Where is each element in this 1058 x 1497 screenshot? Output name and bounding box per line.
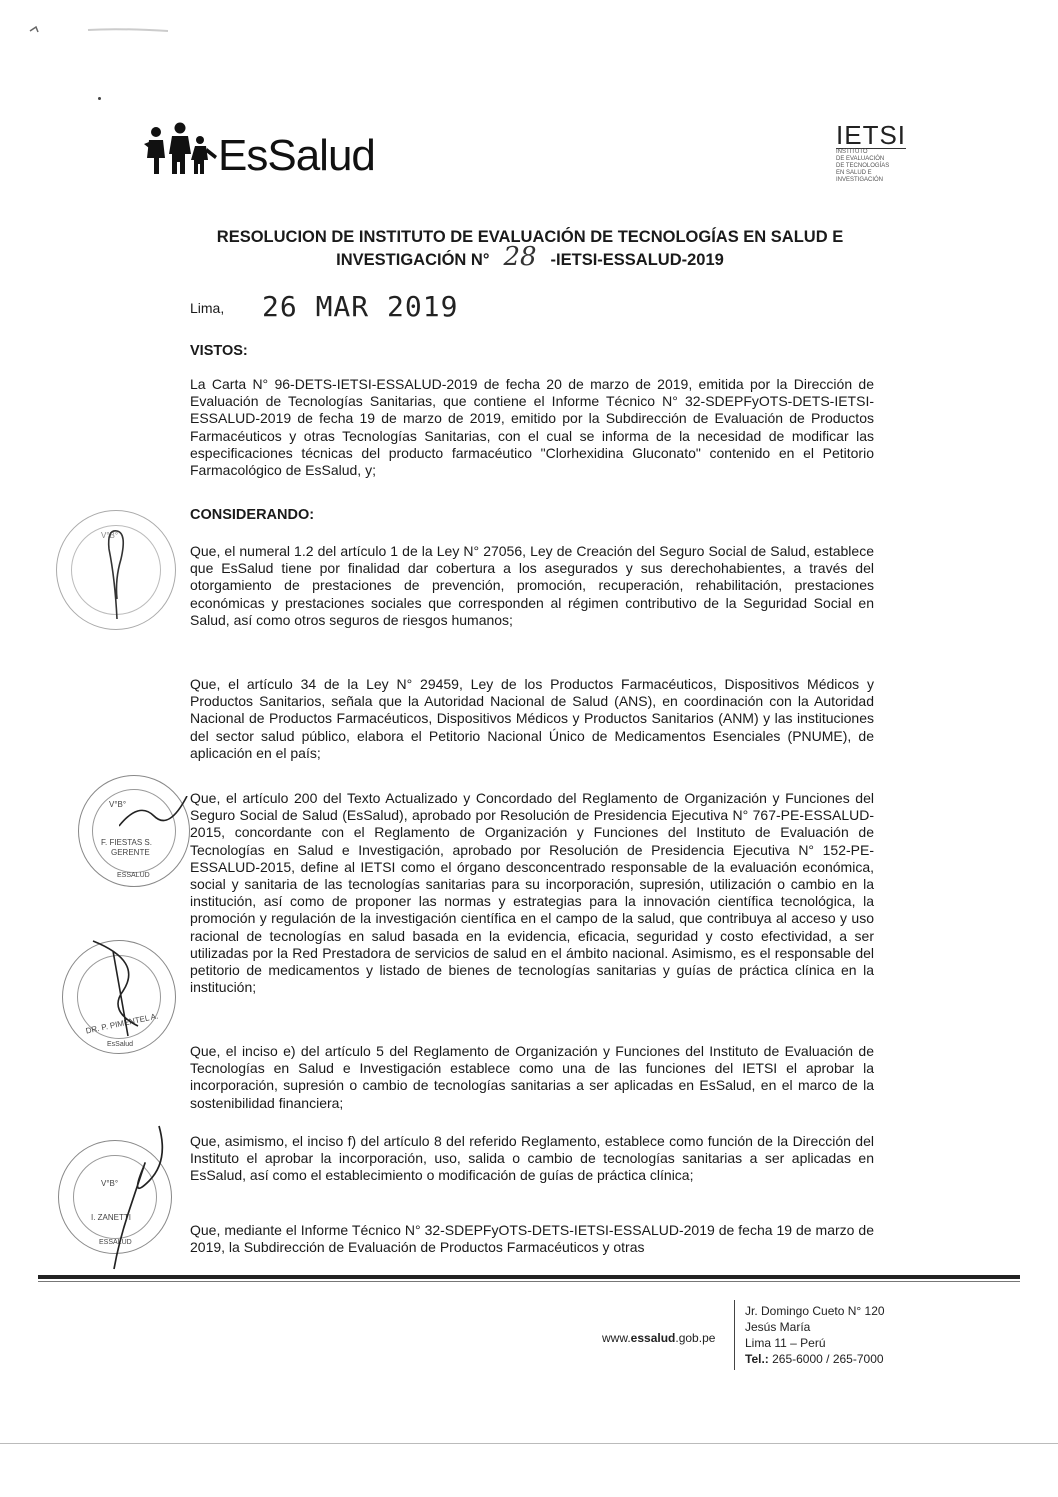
paragraph: Que, asimismo, el inciso f) del artículo 8 del referido Reglamento, establece como función de la Dirección del Instituto el aprobar la incorporación, uso, salida o cambio de tecnologías sanitarias a ser aplicadas en EsSalud, así como el establecimiento o modificación de guías de práctica clínica;: [190, 1133, 874, 1184]
approval-stamp-4: [58, 1140, 172, 1254]
ietsi-subtitle-line: DE EVALUACIÓN: [836, 156, 885, 162]
address-line: Jr. Domingo Cueto N° 120: [745, 1304, 885, 1318]
stamp-org: ESSALUD: [117, 872, 150, 879]
paragraph: Que, el inciso e) del artículo 5 del Reglamento de Organización y Funciones del Instituto de Evaluación de Tecnologías en Salud e Investigación establece como una de las funciones del IETSI el aprobar la incorporación, supresión o cambio de tecnologías sanitarias a ser aplicadas en EsSalud, en el marco de la sostenibilidad financiera;: [190, 1043, 874, 1111]
phone-line: [745, 1351, 885, 1367]
paragraph: Que, mediante el Informe Técnico N° 32-SDEPFyOTS-DETS-IETSI-ESSALUD-2019 de fecha 19 de marzo de 2019, la Subdirección de Evaluación de Productos Farmacéuticos y otras: [190, 1222, 874, 1256]
stamp-vobo: V°B°: [109, 800, 127, 809]
phone-value: 265-6000 / 265-7000: [768, 1352, 884, 1366]
footer-rule-thin: [38, 1281, 1020, 1282]
stamp-name: DR. P. PIMENTEL A.: [84, 1011, 159, 1036]
place-label: Lima,: [190, 300, 225, 316]
address-block: [745, 1303, 885, 1367]
scan-dot: [98, 97, 101, 100]
title-suffix: -IETSI-ESSALUD-2019: [550, 251, 724, 269]
scan-edge: [0, 1443, 1058, 1444]
resolution-title: [150, 227, 910, 270]
address-line: Jesús María: [745, 1320, 811, 1334]
stamp-org: ESSALUD: [99, 1239, 132, 1246]
resolution-number: 28: [503, 242, 537, 272]
footer-rule: [38, 1275, 1020, 1279]
date-stamp: 26 MAR 2019: [262, 290, 459, 323]
ietsi-subtitle-line: INVESTIGACIÓN: [836, 177, 884, 183]
ietsi-title: IETSI: [836, 120, 907, 150]
stamp-org: EsSalud: [107, 1041, 134, 1048]
title-prefix: INVESTIGACIÓN N°: [336, 251, 490, 269]
web-domain: essalud: [630, 1331, 676, 1345]
stamp-role: GERENTE: [111, 848, 150, 857]
considerando-heading: CONSIDERANDO:: [190, 507, 315, 523]
signature-scribble: [83, 931, 163, 1041]
ietsi-subtitle-line: DE TECNOLOGÍAS: [836, 163, 890, 169]
paragraph: Que, el artículo 200 del Texto Actualizado y Concordado del Reglamento de Organización y Funciones del Seguro Social de Salud (EsSalud), aprobado por Resolución de Presidencia Ejecutiva N° 767-PE-ESSALUD-2015, concordante con el Reglamento de Organización y Funciones del Instituto de Evaluación de Tecnologías en Salud e Investigación, aprobado por Resolución de Presidencia Ejecutiva N° 152-PE-ESSALUD-2015, define al IETSI como el órgano desconcentrado responsable de la evaluación económica, social y sanitaria de las tecnologías sanitarias para su incorporación, supresión, utilización o cambio en la institución, así como de proponer las normas y estrategias para la innovación científica tecnológica, la promoción y regulación de la investigación científica en el campo de la salud, que contribuya al acceso y uso racional de tecnologías en salud basada en la evidencia, eficacia, seguridad y costo efectividad, a ser utilizadas por la Red Prestadora de servicios de salud en el ámbito nacional. Asimismo, es el responsable del petitorio de medicamentos y listado de bienes de tecnologías sanitarias y guías de práctica clínica en la institución;: [190, 790, 874, 996]
signature-scribble: [119, 796, 189, 836]
stamp-name: I. ZANETTI: [91, 1213, 131, 1222]
logo-wordmark: EsSalud: [218, 131, 375, 180]
title-line-1: RESOLUCION DE INSTITUTO DE EVALUACIÓN DE TECNOLOGÍAS EN SALUD E: [216, 228, 844, 246]
signature-scribble: [87, 519, 147, 629]
stamp-vobo: V°B°: [101, 1179, 119, 1188]
phone-label: Tel.:: [745, 1352, 769, 1366]
paragraph: Que, el artículo 34 de la Ley N° 29459, Ley de los Productos Farmacéuticos, Dispositivos Médicos y Productos Sanitarios, señala que la Autoridad Nacional de Salud (ANS), en coordinación con la Autoridad Nacional de Productos Farmacéuticos, Dispositivos Médicos y Productos Sanitarios (ANM) y las instituciones del sector salud público, elabora el Petitorio Nacional Único de Medicamentos Esenciales (PNUME), de aplicación en el país;: [190, 676, 874, 761]
web-prefix: www.: [602, 1331, 631, 1345]
web-suffix: .gob.pe: [675, 1331, 716, 1345]
address-line: Lima 11 – Perú: [745, 1336, 826, 1350]
title-line-2: [150, 242, 910, 272]
scan-smudge: [28, 25, 178, 35]
stamp-name: F. FIESTAS S.: [101, 838, 152, 847]
family-icon: [143, 118, 221, 182]
approval-stamp-3: [62, 940, 176, 1054]
ietsi-subtitle-line: INSTITUTO: [836, 149, 868, 155]
ietsi-subtitle-line: EN SALUD E: [836, 170, 872, 176]
website-link[interactable]: [602, 1331, 715, 1345]
ietsi-logo: [836, 122, 906, 184]
approval-stamp-1: [56, 510, 176, 630]
signature-scribble: [89, 1121, 179, 1271]
stamp-vobo: V°B°: [101, 531, 119, 540]
paragraph: Que, el numeral 1.2 del artículo 1 de la Ley N° 27056, Ley de Creación del Seguro Social de Salud, establece que EsSalud tiene por finalidad dar cobertura a los asegurados y sus derechohabientes, a través del otorgamiento de prestaciones de prevención, promoción, recuperación, rehabilitación, prestaciones económicas y prestaciones sociales que corresponden al régimen contributivo de la Seguridad Social en Salud, así como otros seguros de riesgos humanos;: [190, 543, 874, 628]
approval-stamp-2: [78, 775, 190, 887]
vistos-heading: VISTOS:: [190, 343, 248, 359]
footer-divider: [734, 1300, 735, 1370]
vistos-paragraph: La Carta N° 96-DETS-IETSI-ESSALUD-2019 de fecha 20 de marzo de 2019, emitida por la Dirección de Evaluación de Tecnologías Sanitarias, que contiene el Informe Técnico N° 32-SDEPFyOTS-DETS-IETSI-ESSALUD-2019 de fecha 19 de marzo de 2019, emitido por la Subdirección de Evaluación de Productos Farmacéuticos y otras Tecnologías Sanitarias, con el cual se informa de la necesidad de modificar las especificaciones técnicas del producto farmacéutico "Clorhexidina Gluconato" contenido en el Petitorio Farmacológico de EsSalud, y;: [190, 376, 874, 479]
